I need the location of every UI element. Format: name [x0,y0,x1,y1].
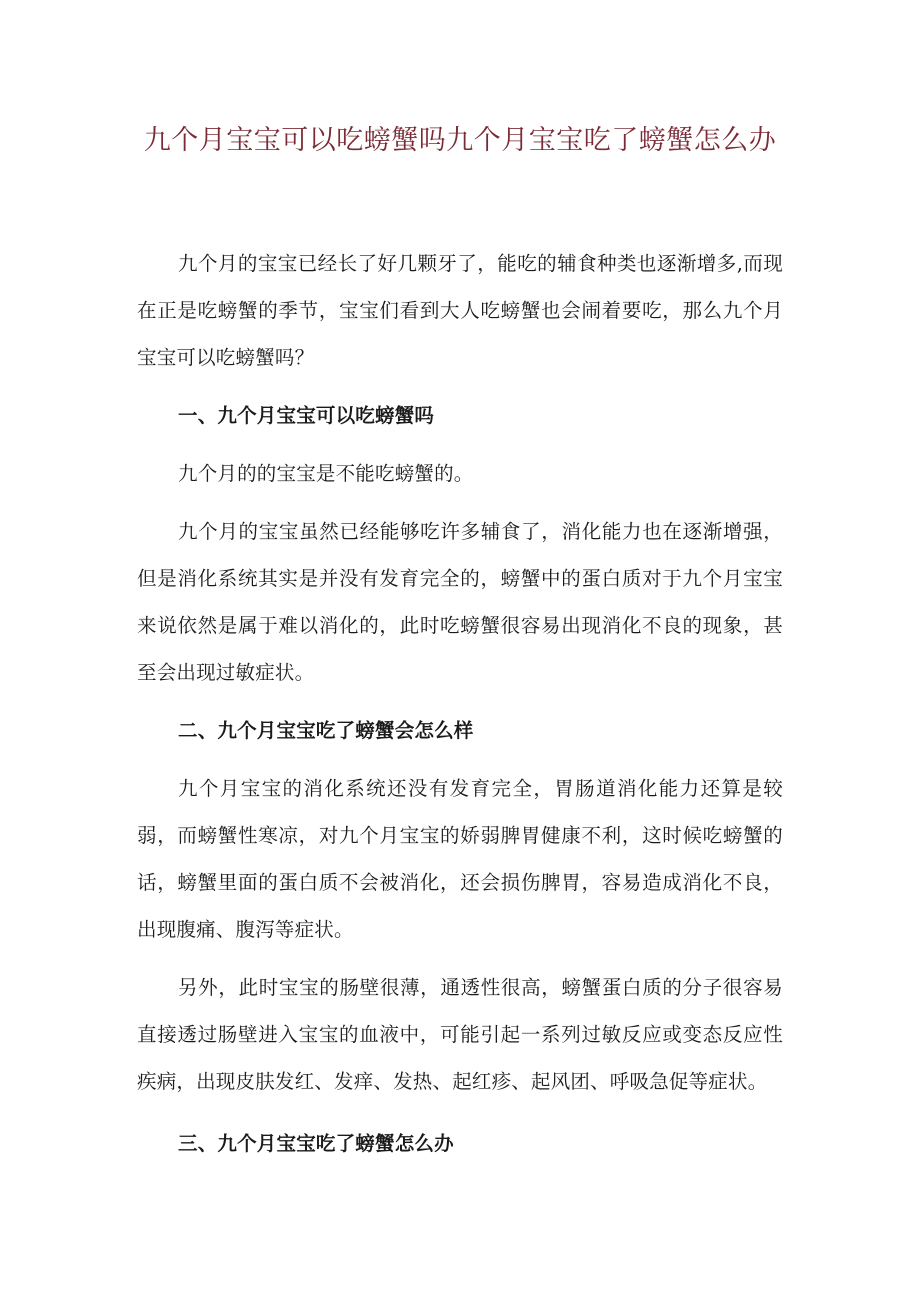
document-body [137,240,783,1178]
section-heading-1: 一、九个月宝宝可以吃螃蟹吗 [178,404,435,427]
section-2-paragraph-1: 九个月宝宝的消化系统还没有发育完全，胃肠道消化能力还算是较弱，而螃蟹性寒凉，对九个月宝宝的娇弱脾胃健康不利，这时候吃螃蟹的话，螃蟹里面的蛋白质不会被消化，还会损伤脾胃，容易造成消化不良，出现腹痛、腹泻等症状。 [137,777,783,941]
section-1-paragraph-1: 九个月的的宝宝是不能吃螃蟹的。 [178,462,474,485]
section-heading-2: 二、九个月宝宝吃了螃蟹会怎么样 [178,719,474,742]
section-2-paragraph-2: 另外，此时宝宝的肠壁很薄，通透性很高，螃蟹蛋白质的分子很容易直接透过肠壁进入宝宝的血液中，可能引起一系列过敏反应或变态反应性疾病，出现皮肤发红、发痒、发热、起红疹、起风团、呼吸急促等症状。 [137,976,783,1093]
section-heading-3: 三、九个月宝宝吃了螃蟹怎么办 [178,1132,454,1155]
section-1-paragraph-2: 九个月的宝宝虽然已经能够吃许多辅食了，消化能力也在逐渐增强，但是消化系统其实是并没有发育完全的，螃蟹中的蛋白质对于九个月宝宝来说依然是属于难以消化的，此时吃螃蟹很容易出现消化不良的现象，甚至会出现过敏症状。 [137,520,783,684]
intro-paragraph: 九个月的宝宝已经长了好几颗牙了，能吃的辅食种类也逐渐增多,而现在正是吃螃蟹的季节，宝宝们看到大人吃螃蟹也会闹着要吃，那么九个月宝宝可以吃螃蟹吗？ [137,252,783,369]
document-title: 九个月宝宝可以吃螃蟹吗九个月宝宝吃了螃蟹怎么办 [143,125,777,156]
